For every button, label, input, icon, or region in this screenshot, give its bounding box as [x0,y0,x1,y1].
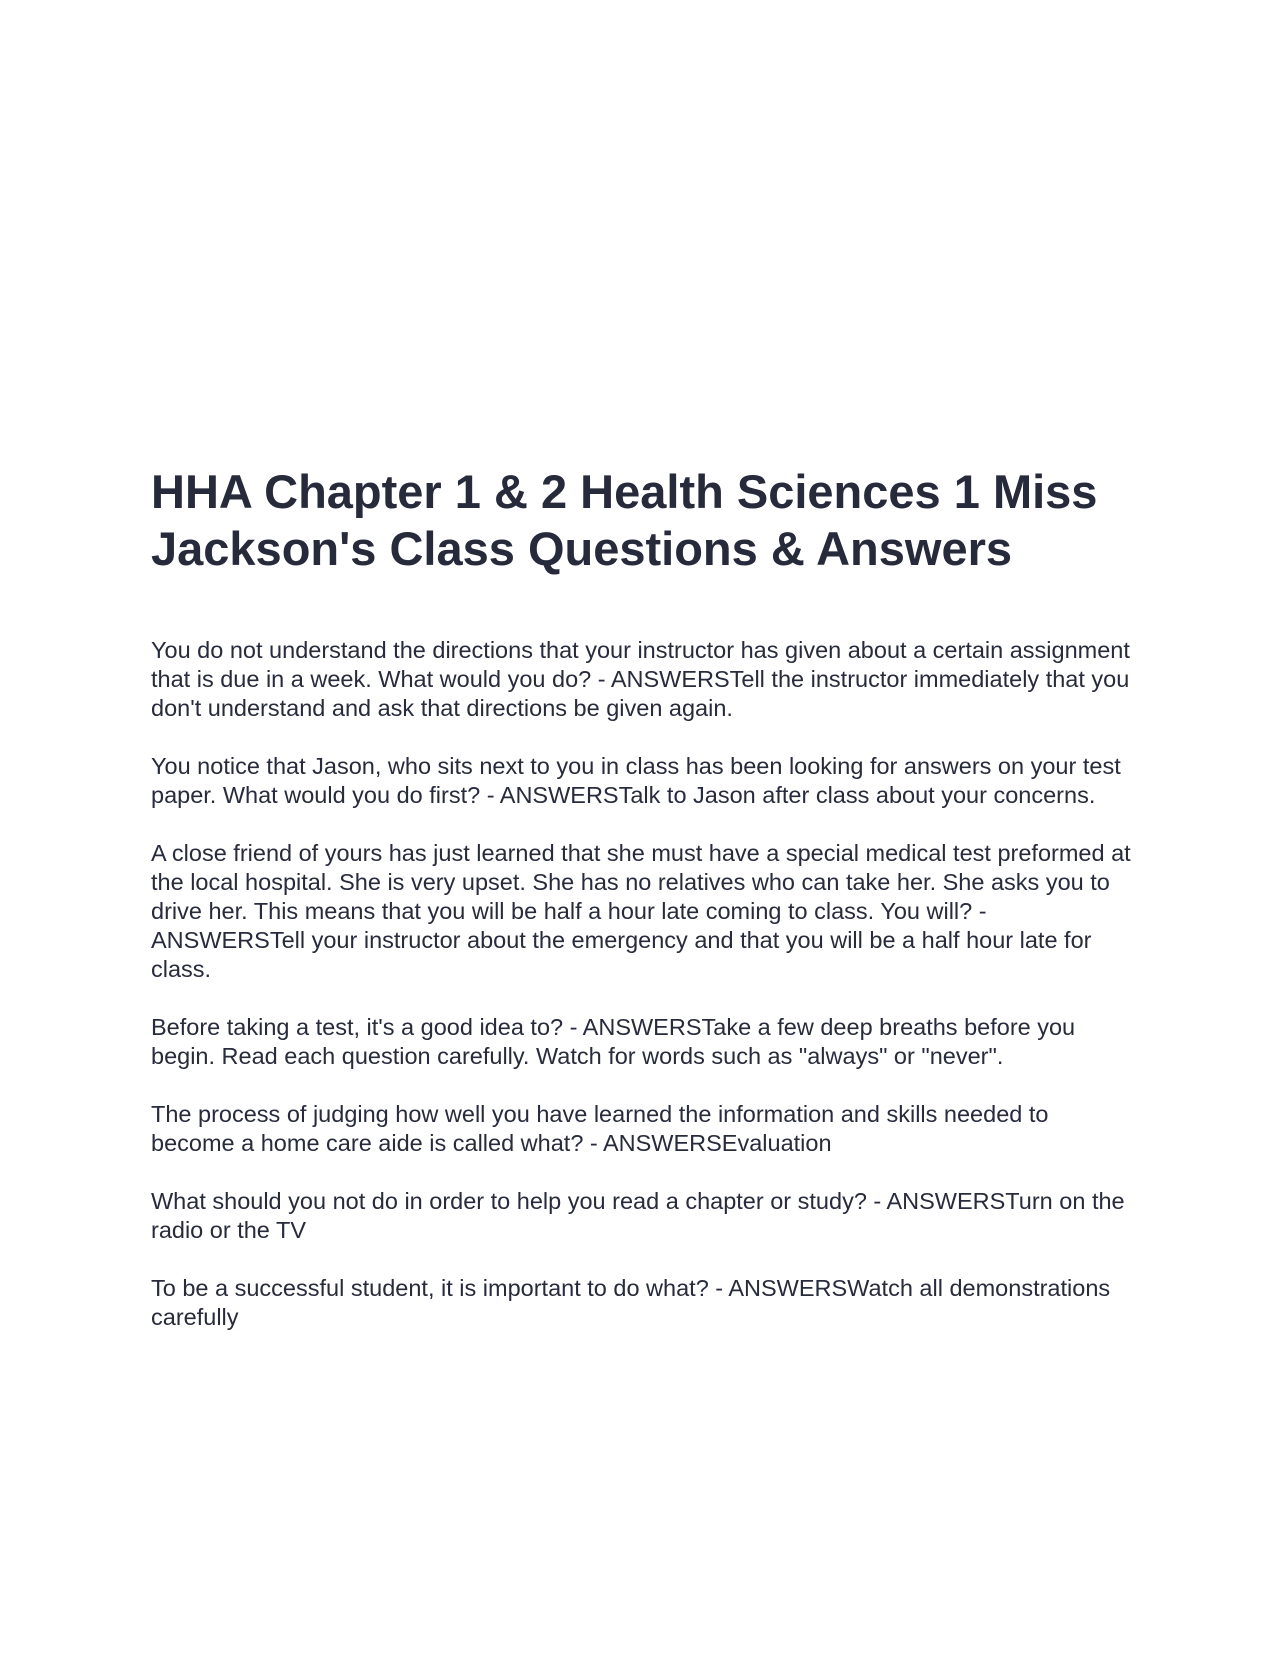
qa-item: You do not understand the directions that your instructor has given about a certain assignment that is due in a week. What would you do? - ANSWERSTell the instructor immediately that you don't understand and ask that directions be given again. [151,637,1130,721]
qa-item: To be a successful student, it is important to do what? - ANSWERSWatch all demonstrations carefully [151,1275,1111,1330]
qa-item: Before taking a test, it's a good idea to? - ANSWERSTake a few deep breaths before you begin. Read each question carefully. Watch for words such as "always" or "never". [151,1014,1076,1069]
qa-item: You notice that Jason, who sits next to you in class has been looking for answers on your test paper. What would you do first? - ANSWERSTalk to Jason after class about your concerns. [151,753,1121,808]
qa-list [151,636,1131,1332]
document-title: HHA Chapter 1 & 2 Health Sciences 1 Miss Jackson's Class Questions & Answers [151,465,1098,575]
qa-item: What should you not do in order to help you read a chapter or study? - ANSWERSTurn on the radio or the TV [151,1188,1125,1243]
qa-item: The process of judging how well you have learned the information and skills needed to become a home care aide is called what? - ANSWERSEvaluation [151,1101,1049,1156]
document-content [151,463,1131,1361]
qa-item: A close friend of yours has just learned that she must have a special medical test preformed at the local hospital. She is very upset. She has no relatives who can take her. She asks you to drive her. This means that you will be half a hour late coming to class. You will? - ANSWERSTell your instructor about the emergency and that you will be a half hour late for class. [151,840,1131,982]
